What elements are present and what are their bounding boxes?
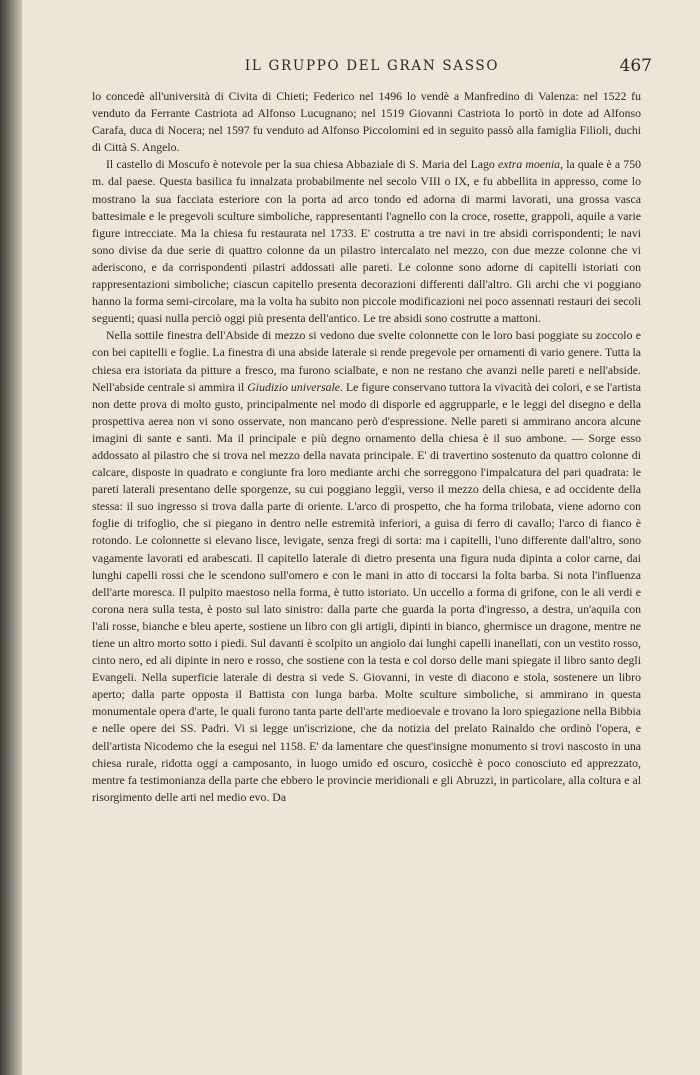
page-header	[92, 56, 652, 80]
text-run: , la quale è a 750 m. dal paese. Questa basilica fu innalzata probabilmente nel secolo VIII o IX, e fu abbellita in appresso, come lo mostrano la sua facciata esteriore con la porta ad arco tondo ed adorna di marmi lavorati, una grossa vasca battesimale e le pregevoli sculture simboliche, rappresentanti l'agnello con la croce, rosette, grappoli, aquile a varie figure intrecciate. Ma la chiesa fu restaurata nel 1733. E' costrutta a tre navi in tre absidi corrispondenti; le navi sono divise da due serie di quattro colonne da un pilastro intercalato nel mezzo, con due mezze colonne che vi aderiscono, e da corrispondenti pilastri addossati alle pareti. Le colonne sono adorne di capitelli istoriati con rappresentazioni simboliche; ciascun capitello presenta decorazioni differenti dall'altro. Gli archi che vi poggiano hanno la forma semi-circolare, ma la volta ha subito non piccole modificazioni nei poco assennati restauri dei secoli seguenti; quasi nulla perciò oggi più presenta dell'antico. Le tre absidi sono costrutte a mattoni.	[92, 157, 641, 326]
text-run: Nella sottile finestra dell'Abside di mezzo si vedono due svelte colonnette con le loro basi poggiate su zoccolo e con bei capitelli e foglie. La finestra di una abside laterale si rende pregevole per ornamenti di vario genere. Tutta la chiesa era istoriata da pitture a fresco, ma furono scialbate, e non ne restano che avanzi nelle pareti e nell'abside. Nell'abside centrale si ammira il	[92, 328, 641, 394]
page-number: 467	[619, 56, 652, 76]
paragraph	[92, 327, 641, 806]
running-title: IL GRUPPO DEL GRAN SASSO	[244, 58, 500, 74]
paragraph	[92, 88, 641, 156]
italic-text: Giudizio universale	[247, 379, 341, 394]
binding-gutter	[0, 0, 22, 1075]
paragraph	[92, 156, 641, 327]
text-run: lo concedè all'università di Civita di Chieti; Federico nel 1496 lo vendè a Manfredino di Valenza: nel 1522 fu venduto da Ferrante Castriota ad Alfonso Lucugnano; nel 1519 Giovanni Castriota lo portò in dote ad Alfonso Carafa, duca di Nocera; nel 1597 fu venduto ad Alfonso Piccolomini ed in seguito passò alla famiglia Filioli, duchi di Città S. Angelo.	[92, 89, 641, 155]
italic-text: extra moenia	[497, 157, 561, 172]
text-run: Il castello di Moscufo è notevole per la sua chiesa Abbaziale di S. Maria del Lago	[106, 157, 498, 172]
text-run: . Le figure conservano tuttora la vivacità dei colori, e se l'artista non dette prova di molto gusto, principalmente nel modo di disporle ed aggrupparle, e le leggi del disegno e della prospettiva aerea non vi sono osservate, non mancano però d'espressione. Nelle pareti si ammirano ancora alcune imagini di sante e santi. Ma il principale e più degno ornamento della chiesa è il suo ambone. — Sorge esso addossato al pilastro che si trova nel mezzo della navata principale. E' di travertino sostenuto da quattro colonne di calcare, disposte in quadrato e congiunte fra loro mediante archi che sorreggono l'impalcatura del pari quadrata: le pareti laterali presentano delle sporgenze, su cui poggiano leggìi, verso il mezzo della chiesa, e ad occidente della stessa: il suo ingresso si trova dalla parte di oriente. L'arco di prospetto, che ha forma trilobata, viene adorno con foglie di trifoglio, che si piegano in dentro nelle estremità inferiori, a guisa di ferro di cavallo; l'arco di fianco è rotondo. Le colonnette si elevano lisce, levigate, senza fregi di sorta: ma i capitelli, l'uno differente dall'altro, sono vagamente lavorati ed arabescati. Il capitello laterale di dietro presenta una figura nuda dipinta a color carne, dai lunghi capelli rossi che le scendono sull'omero e con le mani in atto di toccarsi la folta barba. Si nota l'influenza dell'arte moresca. Il pulpito maestoso nella forma, è tutto istoriato. Un uccello a forma di grifone, con le ali verdi e corona nera sulla testa, è posto sul lato sinistro: dalla parte che guarda la porta d'ingresso, a destra, un'aquila con l'ali rosse, bianche e bleu aperte, sostiene un libro con gli artigli, dipinti in bianco, ghermisce un dragone, mentre ne tiene un altro morto sotto i piedi. Sul davanti è scolpito un angiolo dai lunghi capelli inanellati, con un vestito rosso, cinto nero, ed ali dipinte in nero e rosso, che sostiene con la testa e col dorso delle mani spiegate il libro santo degli Evangeli. Nella superficie laterale di destra si vede S. Giovanni, in veste di diacono e stola, sostenere un libro aperto; dalla parte opposta il Battista con lunga barba. Molte sculture simboliche, si ammirano in questa monumentale opera d'arte, le quali furono tanta parte dell'arte medioevale e trovano la loro spiegazione nella Bibbia e nelle opere dei SS. Padri. Vi si legge un'iscrizione, che da notizia del prelato Rainaldo che ordinò l'opera, e dell'artista Nicodemo che la esegui nel 1158. E' da lamentare che quest'insigne monumento si trovi nascosto in una chiesa rurale, ridotta oggi a camposanto, in luogo umido ed oscuro, cosicchè è poco conosciuto ed apprezzato, mentre fa testimonianza della parte che ebbero le provincie meridionali e gli Abruzzi, in particolare, alla coltura e al risorgimento delle arti nel medio evo. Da	[92, 379, 641, 804]
body-text	[92, 88, 641, 806]
